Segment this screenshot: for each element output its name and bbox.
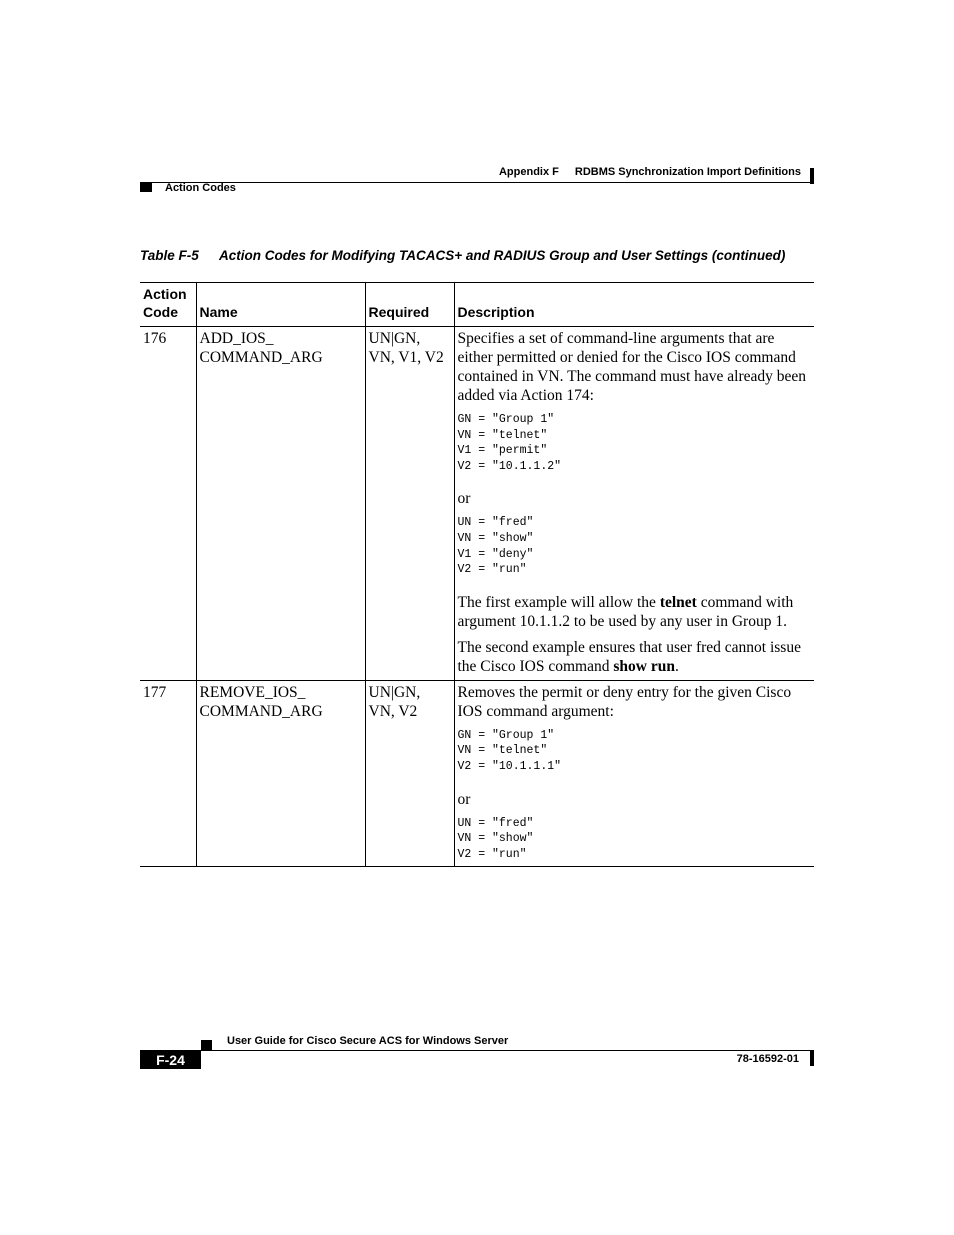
cell-action-code: 177 xyxy=(143,683,167,701)
description-note: The second example ensures that user fred cannot issue the Cisco IOS command show run. xyxy=(457,638,801,675)
description-intro: Removes the permit or deny entry for the given Cisco IOS command argument: xyxy=(457,683,792,720)
code-example: GN = "Group 1" VN = "telnet" V1 = "permit" V2 = "10.1.1.2" xyxy=(457,413,562,473)
code-example: GN = "Group 1" VN = "telnet" V2 = "10.1.1.1" xyxy=(457,728,562,773)
header-square-marker xyxy=(140,183,152,192)
table-caption-title: Action Codes for Modifying TACACS+ and RADIUS Group and User Settings (continued) xyxy=(219,248,786,263)
footer-bar-right xyxy=(810,1051,814,1066)
document-number: 78-16592-01 xyxy=(736,1053,799,1065)
cell-name: ADD_IOS_ COMMAND_ARG xyxy=(196,327,365,681)
table-header-row xyxy=(140,283,814,327)
header-description: Description xyxy=(454,283,814,327)
appendix-label: Appendix F xyxy=(498,166,559,178)
table-row xyxy=(140,680,814,867)
header-name: Name xyxy=(196,283,365,327)
section-label: Action Codes xyxy=(165,182,236,194)
footer-rule xyxy=(140,1050,814,1051)
description-note: The first example will allow the telnet command with argument 10.1.1.2 to be used by any user in Group 1. xyxy=(457,593,794,630)
description-intro: Specifies a set of command-line arguments that are either permitted or denied for the Cisco IOS command contained in VN. The command must have already been added via Action 174: xyxy=(457,330,807,404)
footer-square-marker xyxy=(201,1040,212,1050)
code-example: UN = "fred" VN = "show" V1 = "deny" V2 = "run" xyxy=(457,516,534,577)
header-action-code: Action Code xyxy=(143,286,187,320)
or-separator: or xyxy=(457,790,471,808)
action-codes-table xyxy=(140,282,814,867)
page-number: F-24 xyxy=(140,1051,201,1069)
table-row xyxy=(140,327,814,681)
cell-name: REMOVE_IOS_ COMMAND_ARG xyxy=(196,680,365,867)
header-rule xyxy=(140,182,814,183)
table-caption-label: Table F-5 xyxy=(140,248,199,263)
running-header xyxy=(499,166,801,178)
chapter-title: RDBMS Synchronization Import Definitions xyxy=(574,166,801,178)
cell-description xyxy=(454,680,814,867)
cell-required: UN|GN, VN, V1, V2 xyxy=(365,327,454,681)
table-caption xyxy=(140,248,785,263)
cell-action-code: 176 xyxy=(143,330,167,347)
or-separator: or xyxy=(457,490,471,508)
cell-description xyxy=(454,327,814,681)
guide-title: User Guide for Cisco Secure ACS for Windows Server xyxy=(227,1035,509,1047)
cell-required: UN|GN, VN, V2 xyxy=(365,680,454,867)
header-required: Required xyxy=(365,283,454,327)
code-example: UN = "fred" VN = "show" V2 = "run" xyxy=(457,816,534,861)
